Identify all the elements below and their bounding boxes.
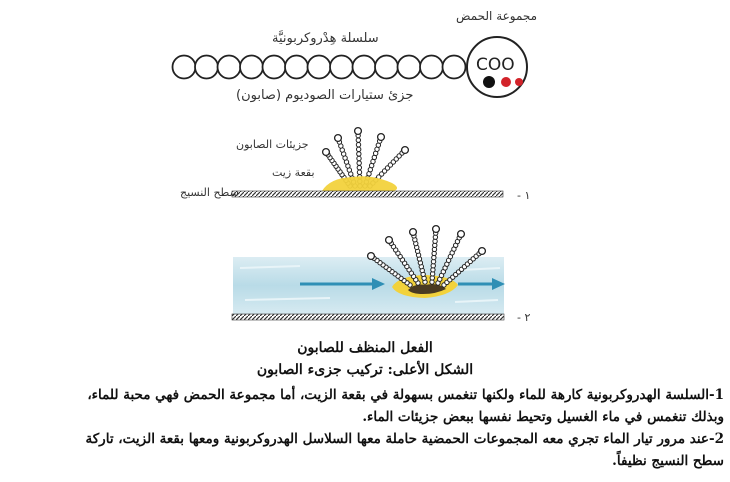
soap-head <box>323 149 330 156</box>
chain-bead <box>357 165 361 169</box>
soap-head <box>433 226 440 233</box>
chain-bead <box>173 56 196 79</box>
coo-label: COO <box>476 55 515 75</box>
soap-head <box>386 237 393 244</box>
step-2-number: ٢ - <box>517 311 531 324</box>
chain-bead <box>356 138 360 142</box>
oil-spot-stage1 <box>322 176 397 191</box>
chain-bead <box>356 147 360 151</box>
soap-head <box>355 128 362 135</box>
acid-group-label: مجموعة الحمض <box>456 9 538 23</box>
soap-molecules-label: جزيئات الصابون <box>236 138 309 151</box>
chain-bead <box>357 161 361 165</box>
caption-point1-line2: وبذلك تنغمس في ماء الغسيل وتحيط نفسها ببعض جزيئات الماء. <box>362 409 724 425</box>
chain-bead <box>357 156 361 160</box>
oxygen-black-dot <box>483 76 495 88</box>
caption-point1-line1: 1-السلسة الهدروكربونية كارهة للماء ولكنها تنغمس بسهولة في بقعة الزيت، أما مجموعة الحمض فهي محبة للماء، <box>87 387 724 403</box>
chain-bead <box>420 56 443 79</box>
chain-bead <box>308 56 331 79</box>
soap-head <box>335 135 342 142</box>
caption-body <box>6 384 724 472</box>
soap-head <box>479 248 486 255</box>
hydrocarbon-chain-label: سلسلة هِدْروكربونيَّة <box>272 31 379 46</box>
soap-head <box>378 134 385 141</box>
hydrocarbon-chain <box>173 56 466 79</box>
soap-molecule-label: جزئ ستيارات الصوديوم (صابون) <box>236 88 414 103</box>
caption-point2-line2: سطح النسيج نظيفاً. <box>612 453 724 469</box>
chain-bead <box>356 143 360 147</box>
fabric-surface-stage2 <box>232 314 504 320</box>
chain-bead <box>443 56 466 79</box>
chain-bead <box>357 152 361 156</box>
chain-bead <box>398 56 421 79</box>
oxygen-red-dot <box>515 78 523 86</box>
chain-bead <box>195 56 218 79</box>
caption-point2-line1: 2-عند مرور تيار الماء تجري معه المجموعات الحمضية حاملة معها السلاسل الهدروكربونية ومعها بقعة الزيت، تاركة <box>85 431 724 447</box>
chain-bead <box>353 56 376 79</box>
chain-bead <box>357 170 361 174</box>
oil-spot-label: بقعة زيت <box>272 166 315 179</box>
soap-head <box>410 229 417 236</box>
chain-bead <box>263 56 286 79</box>
caption-title: الفعل المنظف للصابون <box>297 340 433 356</box>
oxygen-red-dot <box>501 77 511 87</box>
soap-head <box>402 147 409 154</box>
chain-bead <box>375 56 398 79</box>
chain-bead <box>218 56 241 79</box>
soap-head <box>458 231 465 238</box>
soap-head <box>368 253 375 260</box>
chain-bead <box>285 56 308 79</box>
chain-bead <box>240 56 263 79</box>
caption-subtitle: الشكل الأعلى: تركيب جزىء الصابون <box>256 362 474 378</box>
fabric-surface-label: سطح النسيج <box>180 186 239 199</box>
step-1-number: ١ - <box>517 189 531 202</box>
fabric-surface-stage1 <box>232 191 503 197</box>
chain-bead <box>330 56 353 79</box>
